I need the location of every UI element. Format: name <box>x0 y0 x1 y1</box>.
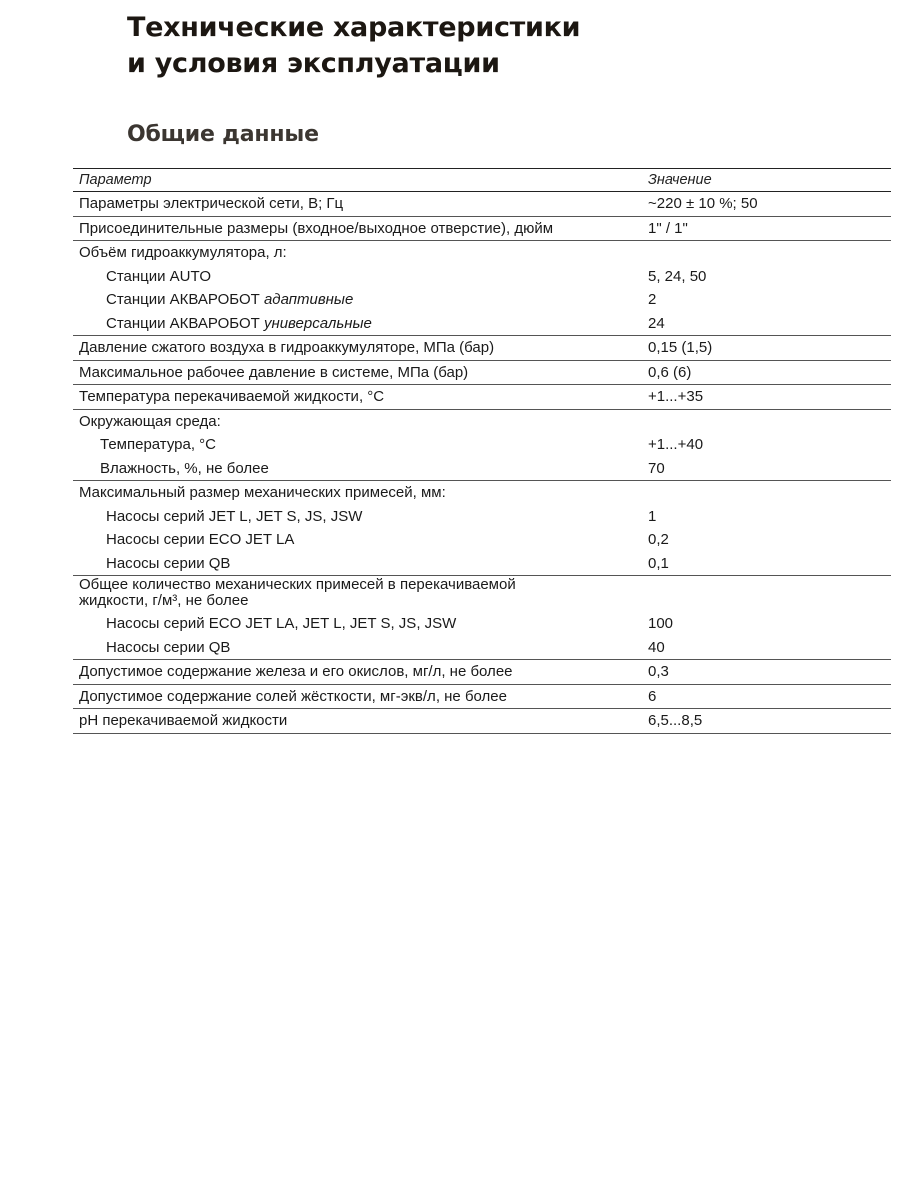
value-cell: ~220 ± 10 %; 50 <box>648 195 758 212</box>
param-cell: Насосы серий JET L, JET S, JS, JSW <box>106 507 363 525</box>
param-cell: Насосы серии ECO JET LA <box>106 531 295 548</box>
param-text: Станции АКВАРОБОТ <box>106 291 260 308</box>
param-cell: Допустимое содержание солей жёсткости, мг-экв/л, не более <box>79 687 507 705</box>
page-title-line-1: Технические характеристики <box>127 12 581 43</box>
section-title: Общие данные <box>127 122 319 147</box>
table-row <box>73 636 891 661</box>
value-cell: +1...+40 <box>648 436 704 453</box>
value-cell: 40 <box>648 638 665 656</box>
param-cell: Общее количество механических примесей в перекачиваемой жидкости, г/м³, не более <box>79 576 516 609</box>
param-cell <box>73 312 642 336</box>
table-row <box>73 217 891 242</box>
table-row <box>73 709 891 734</box>
value-cell: 1" / 1" <box>648 219 688 237</box>
value-cell: 24 <box>648 314 665 332</box>
table-row <box>73 685 891 710</box>
table-row <box>73 385 891 410</box>
table-header <box>73 169 891 192</box>
value-cell: 0,3 <box>648 663 669 680</box>
value-cell: 70 <box>648 459 665 477</box>
value-cell: 2 <box>648 291 657 308</box>
table-row <box>73 192 891 217</box>
value-cell: 0,6 (6) <box>648 363 692 381</box>
table-row <box>73 660 891 685</box>
table-row <box>73 528 891 552</box>
param-cell: Насосы серии QB <box>106 554 231 572</box>
param-cell: Параметры электрической сети, В; Гц <box>79 195 344 212</box>
value-cell: 6 <box>648 687 657 705</box>
table-row <box>73 505 891 529</box>
param-cell: Максимальное рабочее давление в системе, МПа (бар) <box>79 363 469 381</box>
value-cell: 6,5...8,5 <box>648 712 703 729</box>
table-row <box>73 481 891 505</box>
specs-table <box>73 168 891 734</box>
header-value: Значение <box>648 172 712 188</box>
value-cell <box>642 481 891 505</box>
value-cell <box>642 241 891 265</box>
table-row <box>73 433 891 457</box>
value-cell <box>642 577 891 609</box>
table-row <box>73 288 891 312</box>
param-cell: Давление сжатого воздуха в гидроаккумуляторе, МПа (бар) <box>79 339 495 356</box>
table-row <box>73 457 891 482</box>
value-cell: 0,15 (1,5) <box>648 339 713 356</box>
value-cell: 0,2 <box>648 531 669 548</box>
table-row <box>73 552 891 577</box>
param-cell: Насосы серии QB <box>106 638 231 656</box>
table-row <box>73 361 891 386</box>
page-title-line-2: и условия эксплуатации <box>127 48 500 79</box>
table-row <box>73 241 891 265</box>
value-cell: 0,1 <box>648 554 669 572</box>
table-row <box>73 612 891 636</box>
table-row <box>73 576 891 612</box>
table-row <box>73 336 891 361</box>
param-text: Станции АКВАРОБОТ <box>106 314 260 332</box>
param-cell: Температура, °С <box>100 436 217 453</box>
param-cell: Окружающая среда: <box>79 412 221 430</box>
param-cell: Насосы серий ECO JET LA, JET L, JET S, JS, JSW <box>106 615 457 632</box>
value-cell: +1...+35 <box>648 388 704 405</box>
param-cell: Влажность, %, не более <box>100 459 269 477</box>
value-cell: 100 <box>648 615 674 632</box>
value-cell: 1 <box>648 507 657 525</box>
param-italic-text: универсальные <box>263 314 372 332</box>
param-cell: pH перекачиваемой жидкости <box>79 712 288 729</box>
param-cell <box>73 288 642 312</box>
param-italic-text: адаптивные <box>263 291 354 308</box>
header-param: Параметр <box>79 172 152 188</box>
param-cell: Допустимое содержание железа и его окислов, мг/л, не более <box>79 663 513 680</box>
param-cell: Температура перекачиваемой жидкости, °С <box>79 388 385 405</box>
table-row <box>73 312 891 337</box>
param-cell: Максимальный размер механических примесей, мм: <box>79 484 446 501</box>
param-cell: Станции AUTO <box>106 267 212 285</box>
value-cell <box>642 410 891 434</box>
param-cell: Объём гидроаккумулятора, л: <box>79 244 287 261</box>
param-cell: Присоединительные размеры (входное/выходное отверстие), дюйм <box>79 219 554 237</box>
table-row <box>73 410 891 434</box>
value-cell: 5, 24, 50 <box>648 267 707 285</box>
page-title <box>127 10 580 82</box>
table-row <box>73 265 891 289</box>
